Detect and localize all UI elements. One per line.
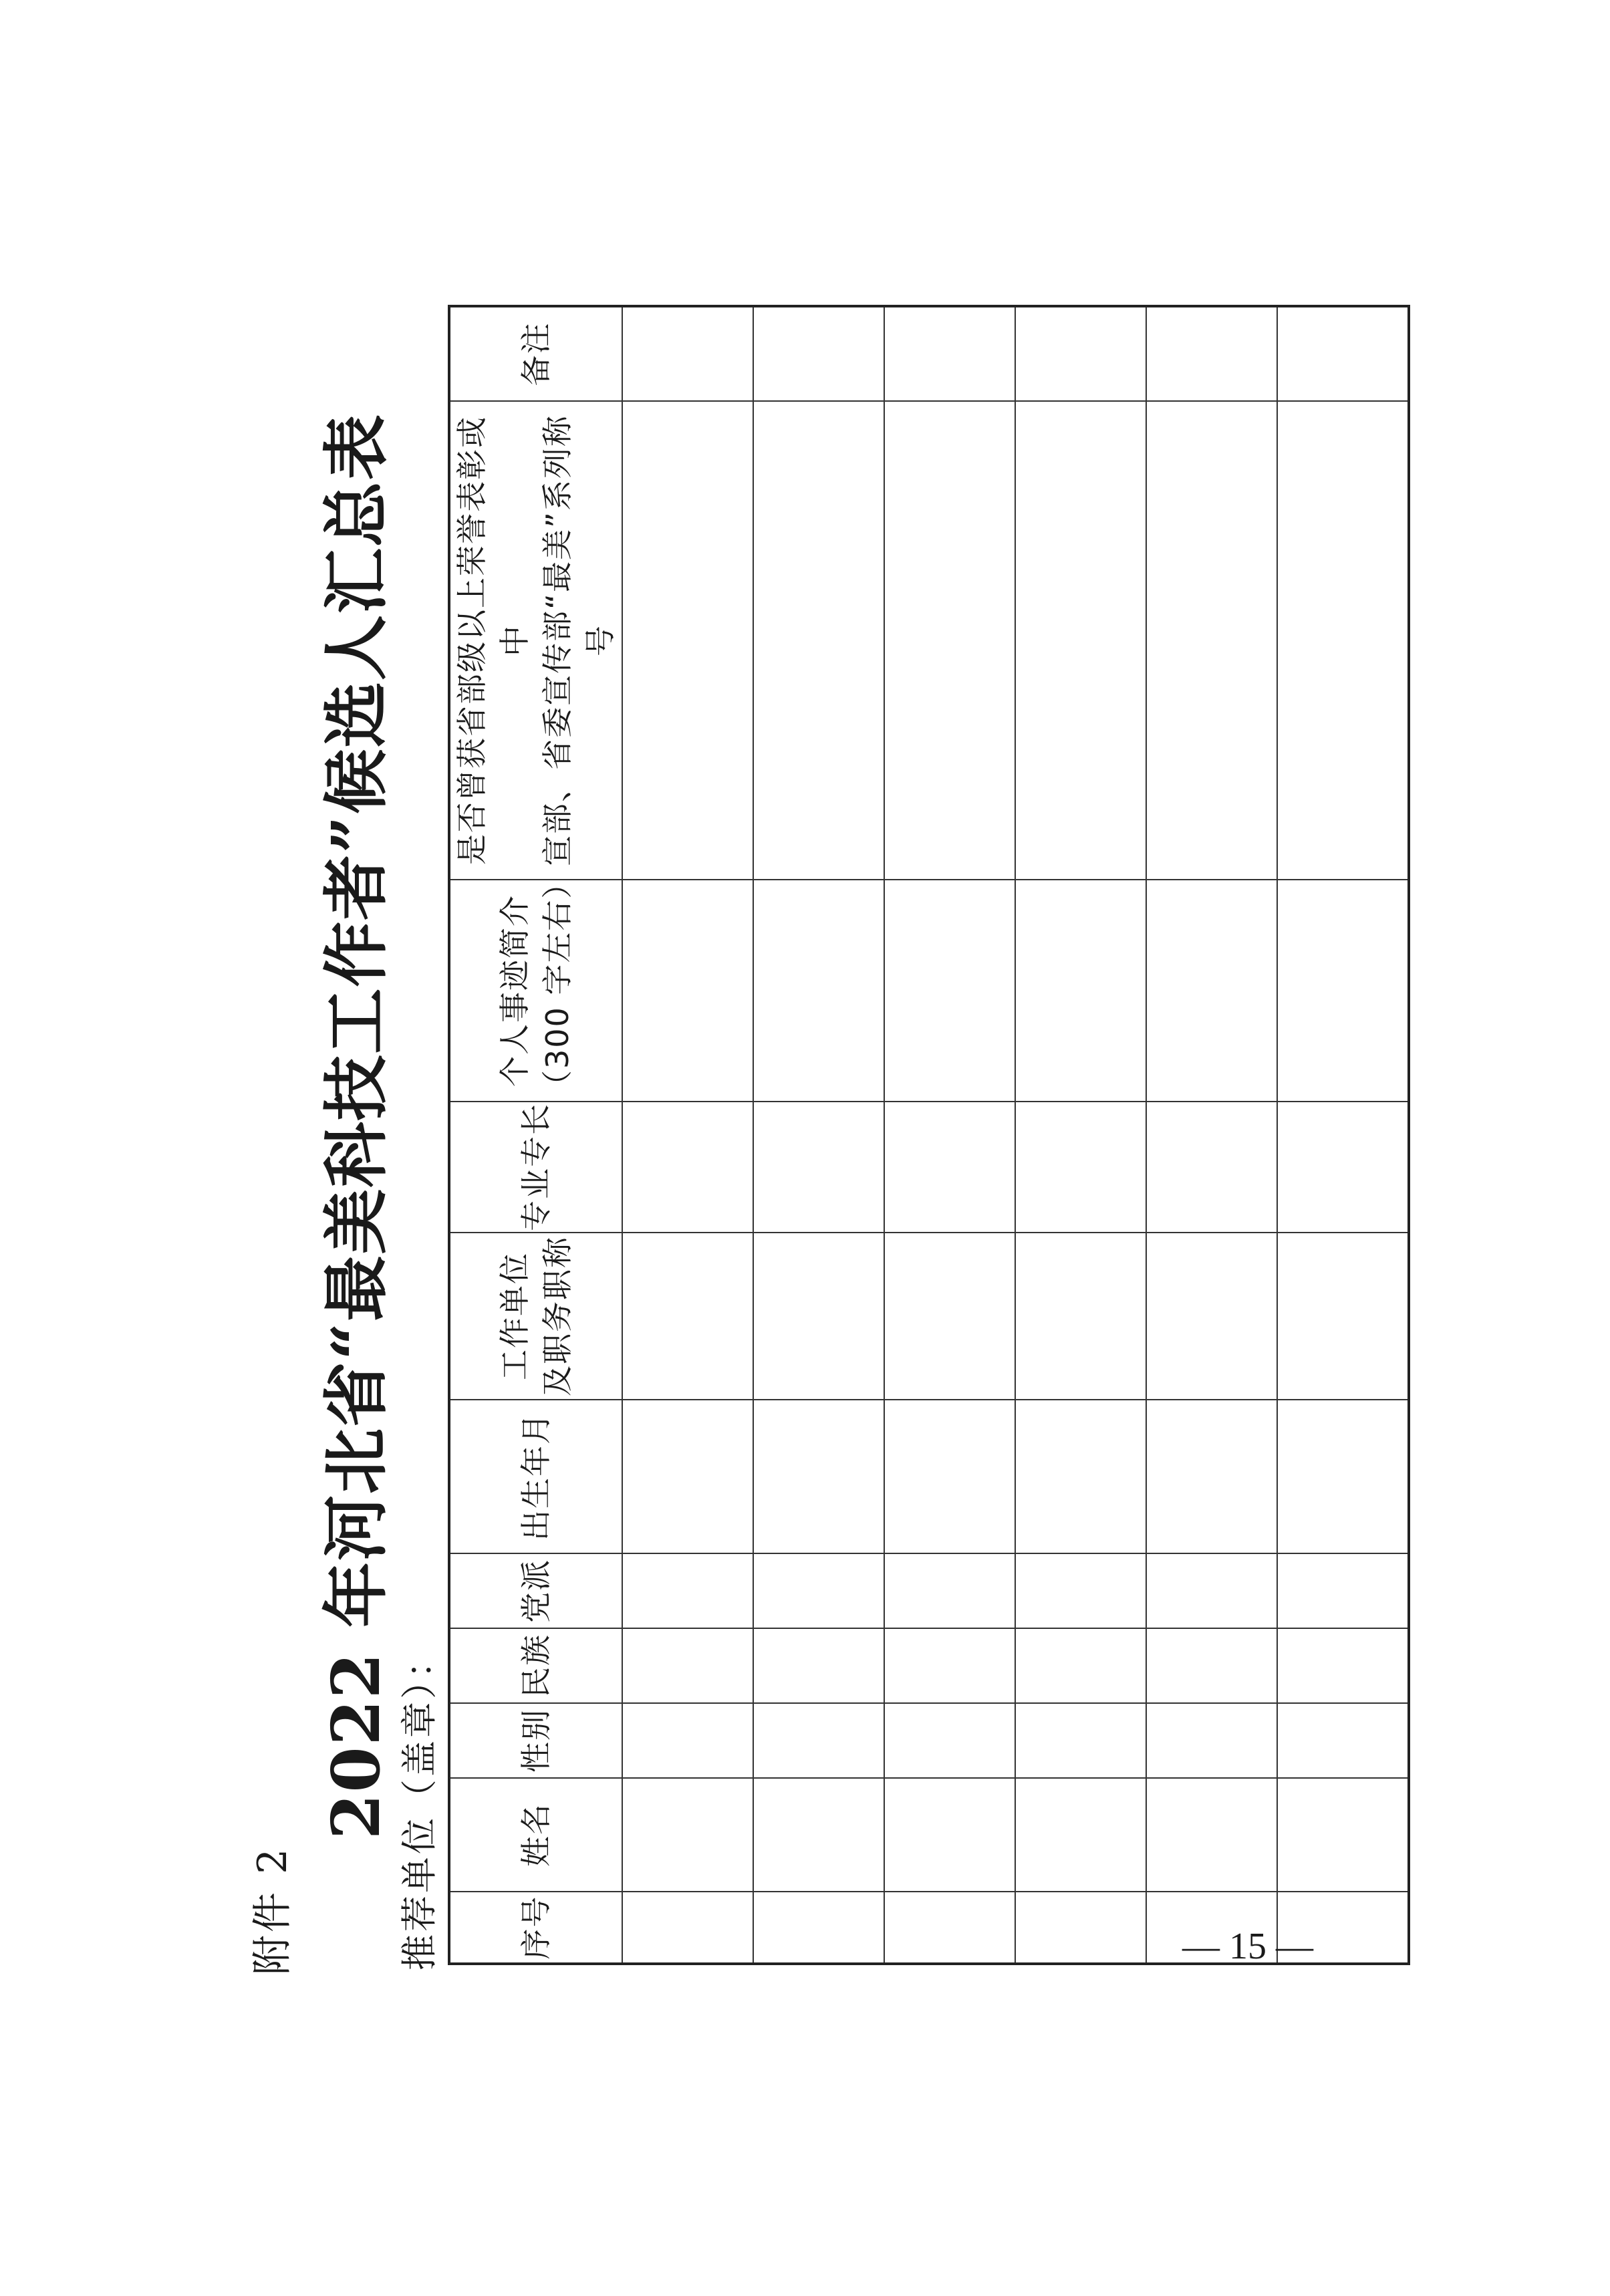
table-cell (753, 1553, 884, 1628)
table-row (622, 306, 753, 1964)
table-cell (1146, 1233, 1277, 1400)
table-cell (1277, 1102, 1409, 1233)
table-cell (753, 1628, 884, 1703)
table-cell (1277, 1553, 1409, 1628)
page-number: — 15 — (1182, 1926, 1313, 1967)
table-cell (1277, 1628, 1409, 1703)
table-cell (622, 1553, 753, 1628)
table-cell (622, 401, 753, 880)
table-cell (1146, 1703, 1277, 1778)
table-cell (884, 306, 1015, 401)
table-cell (884, 1553, 1015, 1628)
header-gender: 性别 (449, 1703, 622, 1778)
table-cell (1277, 1233, 1409, 1400)
table-cell (622, 1778, 753, 1892)
table-cell (1146, 1102, 1277, 1233)
table-cell (884, 1233, 1015, 1400)
table-row (1146, 306, 1277, 1964)
table-cell (753, 1400, 884, 1553)
table-cell (753, 1102, 884, 1233)
table-cell (1015, 1778, 1146, 1892)
table-cell (884, 1102, 1015, 1233)
table-cell (753, 880, 884, 1102)
table-cell (1277, 1703, 1409, 1778)
table-cell (1015, 401, 1146, 880)
table-cell (622, 1703, 753, 1778)
table-row (1277, 306, 1409, 1964)
table-cell (884, 1703, 1015, 1778)
table-cell (1146, 401, 1277, 880)
table-cell (1015, 880, 1146, 1102)
header-ethnicity: 民族 (449, 1628, 622, 1703)
header-party: 党派 (449, 1553, 622, 1628)
header-specialty: 专业专长 (449, 1102, 622, 1233)
header-name: 姓名 (449, 1778, 622, 1892)
document-title: 2022 年河北省“最美科技工作者”候选人汇总表 (318, 413, 395, 1839)
header-honors: 是否曾获省部级以上荣誉表彰或中 宣部、省委宣传部“最美”系列称号 (449, 401, 622, 880)
table-cell (1015, 1892, 1146, 1964)
table-cell (753, 306, 884, 401)
table-cell (884, 880, 1015, 1102)
candidate-summary-table (448, 305, 1410, 1965)
table-cell (753, 401, 884, 880)
table-cell (884, 401, 1015, 880)
table-cell (1277, 1400, 1409, 1553)
table-cell (622, 1400, 753, 1553)
table-cell (1146, 1628, 1277, 1703)
header-remarks: 备注 (449, 306, 622, 401)
table-body (622, 306, 1409, 1964)
header-serial-number: 序号 (449, 1892, 622, 1964)
table-cell (1277, 401, 1409, 880)
table-cell (1015, 1703, 1146, 1778)
table-cell (1146, 1553, 1277, 1628)
header-birth-date: 出生年月 (449, 1400, 622, 1553)
table-cell (753, 1233, 884, 1400)
table-cell (1146, 880, 1277, 1102)
table-cell (1015, 1553, 1146, 1628)
recommending-unit-label: 推荐单位（盖章）： (398, 1640, 440, 1970)
table-cell (1015, 306, 1146, 401)
table-row (1015, 306, 1146, 1964)
table-cell (1146, 1778, 1277, 1892)
table-cell (1146, 1400, 1277, 1553)
table-cell (622, 1628, 753, 1703)
table-cell (884, 1628, 1015, 1703)
table-cell (1277, 1778, 1409, 1892)
table-cell (753, 1703, 884, 1778)
table-row (753, 306, 884, 1964)
table-cell (1015, 1233, 1146, 1400)
table-header-row (449, 306, 622, 1964)
table-cell (1015, 1400, 1146, 1553)
header-work-unit-and-title: 工作单位 及职务职称 (449, 1233, 622, 1400)
table-cell (884, 1778, 1015, 1892)
table-cell (622, 1892, 753, 1964)
table-cell (884, 1892, 1015, 1964)
table-cell (1146, 306, 1277, 401)
table-cell (622, 306, 753, 401)
table-cell (1015, 1102, 1146, 1233)
table-cell (1015, 1628, 1146, 1703)
table-cell (622, 1233, 753, 1400)
table-cell (622, 880, 753, 1102)
table-row (884, 306, 1015, 1964)
table-cell (1277, 880, 1409, 1102)
table-cell (1277, 306, 1409, 401)
table-cell (622, 1102, 753, 1233)
table-cell (884, 1400, 1015, 1553)
table-cell (753, 1778, 884, 1892)
attachment-label: 附件 2 (249, 1845, 296, 1975)
table-cell (753, 1892, 884, 1964)
header-achievement-summary: 个人事迹简介 （300 字左右） (449, 880, 622, 1102)
